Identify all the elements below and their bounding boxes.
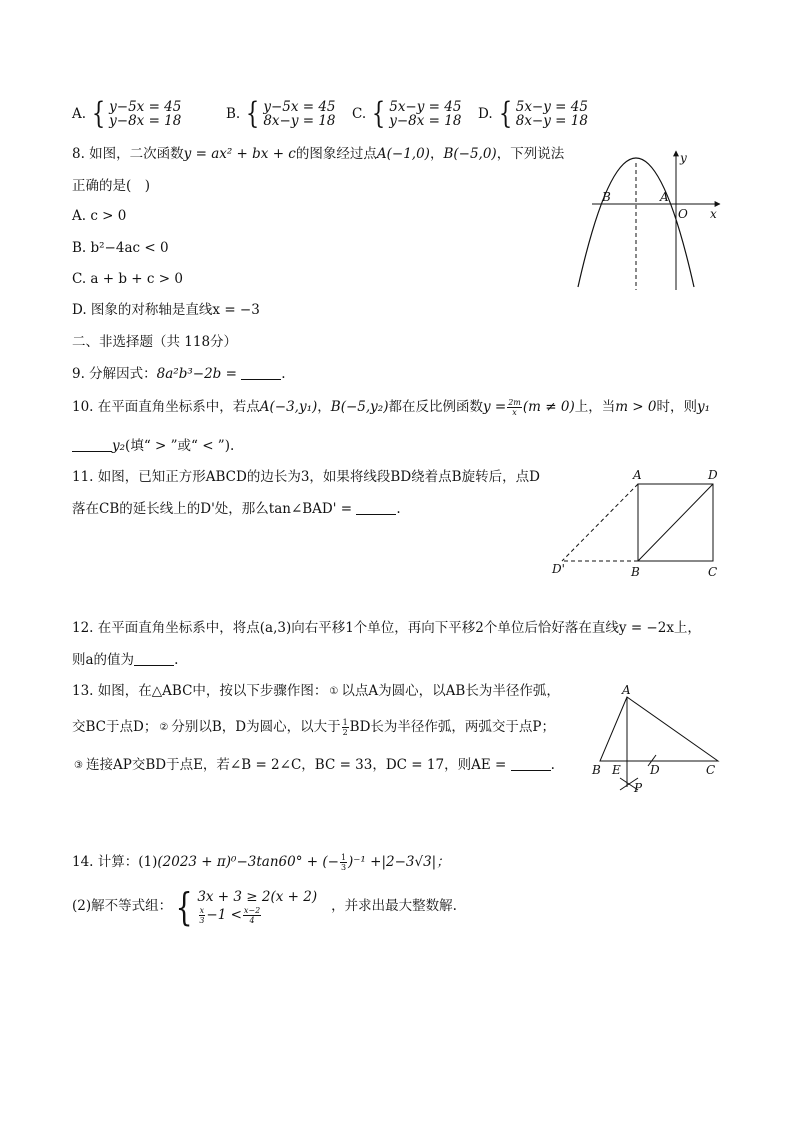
- q11-end: .: [396, 501, 401, 517]
- label-p: P: [634, 781, 643, 795]
- q14-label: 14. 计算：(1): [72, 854, 158, 870]
- option-letter: C.: [352, 105, 367, 122]
- q10-mid: 都在反比例函数: [388, 399, 483, 415]
- q13-triangle-figure: [588, 682, 728, 797]
- q11-line2: [72, 500, 401, 517]
- section-heading: 二、非选择题（共 118分）: [72, 334, 238, 350]
- q8-point-b: B(−5,0): [443, 146, 497, 162]
- label-b: B: [602, 190, 611, 204]
- q10-text3: 上，当: [574, 399, 616, 415]
- q8-point-a: A(−1,0): [376, 146, 430, 162]
- label-a: A: [660, 190, 669, 204]
- q8-option-c: C. a + b + c > 0: [72, 271, 183, 287]
- q14-part1: [72, 853, 450, 872]
- q8-option-d: D. 图象的对称轴是直线x = −3: [72, 302, 260, 318]
- option-letter: A.: [72, 105, 87, 122]
- ineq2-frac-a-den: 3: [199, 916, 205, 925]
- q8-sep: ，: [429, 146, 444, 162]
- q14-part2-label: (2)解不等式组：: [72, 898, 173, 915]
- q8-stem-suffix: ，下列说法: [496, 146, 565, 162]
- label-d-prime: D': [552, 562, 565, 576]
- eq-line-2: 8x−y = 18: [263, 113, 336, 129]
- q8-stem-line1: [72, 146, 564, 162]
- eq-line-1: y−5x = 45: [109, 99, 182, 115]
- q10-prefix: 10. 在平面直角坐标系中，若点: [72, 399, 260, 415]
- label-e: E: [612, 763, 621, 777]
- label-c: C: [706, 763, 716, 777]
- q9-expression: 8a²b³−2b =: [156, 366, 242, 382]
- q13-step1: 以点A为圆心，以AB长为半径作弧，: [341, 683, 560, 699]
- q13-line1: [72, 683, 560, 699]
- diagonal-bd: [638, 484, 713, 561]
- ineq2-frac-b-den: 4: [249, 916, 255, 925]
- q14-third-fraction: [340, 853, 347, 872]
- q10-frac-den: x: [512, 408, 517, 417]
- q8-parabola-figure: [570, 145, 730, 295]
- q10-fraction: [507, 398, 522, 417]
- q12-text: 则a的值为: [72, 652, 135, 668]
- dashed-ad-prime: [562, 484, 638, 561]
- q8-stem-prefix: 8. 如图，二次函数: [72, 146, 184, 162]
- q10-point-b: B(−5,y₂): [330, 399, 389, 415]
- q11-text: 落在CB的延长线上的D'处，那么tan∠BAD' =: [72, 501, 357, 517]
- label-c: C: [708, 565, 718, 579]
- eq-line-1: 5x−y = 45: [515, 99, 588, 115]
- eq-line-1: y−5x = 45: [263, 99, 336, 115]
- q10-line2: [72, 437, 234, 454]
- q7-option-d: D. { 5x−y = 45 8x−y = 18: [478, 96, 588, 131]
- label-x: x: [710, 207, 717, 221]
- q11-line1: 11. 如图，已知正方形ABCD的边长为3，如果将线段BD绕着点B旋转后，点D: [72, 469, 540, 485]
- q10-text4: 时，则: [656, 399, 698, 415]
- q12-line1: 12. 在平面直角坐标系中，将点(a,3)向右平移1个单位，再向下平移2个单位后恰好落在直线y = −2x上，: [72, 620, 701, 636]
- q14-part2-tail: ，并求出最大整数解.: [331, 898, 457, 915]
- q13-text: 交BC于点D；: [72, 719, 158, 735]
- q8-option-b: B. b²−4ac < 0: [72, 240, 169, 256]
- triangle-abc: [600, 697, 718, 761]
- q10-frac-num: 2m: [508, 398, 521, 407]
- q12-end: .: [174, 652, 179, 668]
- label-y: y: [680, 151, 687, 165]
- q10-line1: [72, 398, 710, 417]
- q13-step2-end: BD长为半径作弧，两弧交于点P；: [349, 719, 555, 735]
- q10-instruction: (填“ > ”或“ < ”).: [125, 438, 235, 454]
- ineq2-frac-a: [198, 906, 205, 925]
- q10-condition2: m > 0: [615, 399, 657, 415]
- q13-step2: 分别以B，D为圆心，以大于: [171, 719, 341, 735]
- q9-end: .: [281, 366, 286, 382]
- q13-answer-blank[interactable]: [511, 756, 551, 771]
- eq-line-2: 8x−y = 18: [515, 113, 588, 129]
- label-d: D: [708, 468, 718, 482]
- q7-option-b: B. { y−5x = 45 8x−y = 18: [226, 96, 336, 131]
- q13-half-den: 2: [342, 728, 348, 737]
- step-3-marker: ③: [74, 760, 83, 771]
- option-letter: D.: [478, 105, 493, 122]
- q9-answer-blank[interactable]: [241, 365, 281, 380]
- q8-stem-mid: 的图象经过点: [295, 146, 377, 162]
- label-b: B: [592, 763, 601, 777]
- label-origin: O: [678, 207, 688, 221]
- ineq2-frac-b-num: x−2: [243, 906, 261, 915]
- option-letter: B.: [226, 105, 241, 122]
- eq-line-1: 5x−y = 45: [389, 99, 462, 115]
- label-d: D: [650, 763, 660, 777]
- q7-option-a: A. { y−5x = 45 y−8x = 18: [72, 96, 182, 131]
- q13-step3: 连接AP交BD于点E，若∠B = 2∠C，BC = 33，DC = 17，则AE =: [86, 757, 511, 773]
- q10-sep: ，: [317, 399, 331, 415]
- q10-answer-blank[interactable]: [72, 437, 112, 452]
- q8-stem-line2: 正确的是( ): [72, 178, 151, 194]
- q12-line2: [72, 651, 178, 668]
- q13-line3: [72, 756, 555, 773]
- label-a: A: [633, 468, 642, 482]
- q13-half-fraction: [342, 718, 349, 737]
- q13-end: .: [550, 757, 555, 773]
- q13-line2: [72, 718, 555, 737]
- q14-part2: (2)解不等式组： { 3x + 3 ≥ 2(x + 2) $\frac{x}{3}$ −1 < $\frac{x-2}{4}$ ，并求出最大整数解.: [72, 884, 457, 929]
- q8-function: y = ax² + bx + c: [183, 146, 296, 162]
- inequality-1: 3x + 3 ≥ 2(x + 2): [197, 889, 318, 905]
- ineq2-mid: −1 <: [206, 907, 242, 923]
- q14-expr-a: (2023 + π)⁰−3tan60° + (−: [157, 854, 339, 870]
- q10-condition: (m ≠ 0): [522, 399, 575, 415]
- label-a: A: [622, 683, 631, 697]
- ineq2-frac-a-num: x: [199, 906, 205, 915]
- q7-option-c: C. { 5x−y = 45 y−8x = 18: [352, 96, 462, 131]
- q13-prefix: 13. 如图，在△ABC中，按以下步骤作图：: [72, 683, 328, 699]
- ineq2-frac-b: [243, 906, 261, 925]
- q8-option-a: A. c > 0: [72, 208, 127, 224]
- q13-half-num: 1: [342, 718, 348, 727]
- eq-line-2: y−8x = 18: [389, 113, 462, 129]
- q11-square-figure: [548, 466, 728, 581]
- step-1-marker: ①: [329, 686, 339, 697]
- q10-y2: y₂: [112, 438, 126, 454]
- eq-line-2: y−8x = 18: [109, 113, 182, 129]
- q12-answer-blank[interactable]: [134, 651, 174, 666]
- q14-frac-den: 3: [340, 863, 347, 872]
- q10-y1: y₁: [697, 399, 711, 415]
- step-2-marker: ②: [159, 722, 169, 733]
- q9-label: 9. 分解因式：: [72, 366, 157, 382]
- q10-func-lhs: y =: [482, 399, 507, 415]
- q14-expr-b: )⁻¹ +|2−3√3|；: [348, 854, 450, 870]
- label-b: B: [631, 565, 640, 579]
- q11-answer-blank[interactable]: [356, 500, 396, 515]
- q14-frac-num: 1: [340, 853, 347, 862]
- inequality-2: [197, 906, 317, 925]
- q9: [72, 365, 286, 382]
- q10-point-a: A(−3,y₁): [259, 399, 318, 415]
